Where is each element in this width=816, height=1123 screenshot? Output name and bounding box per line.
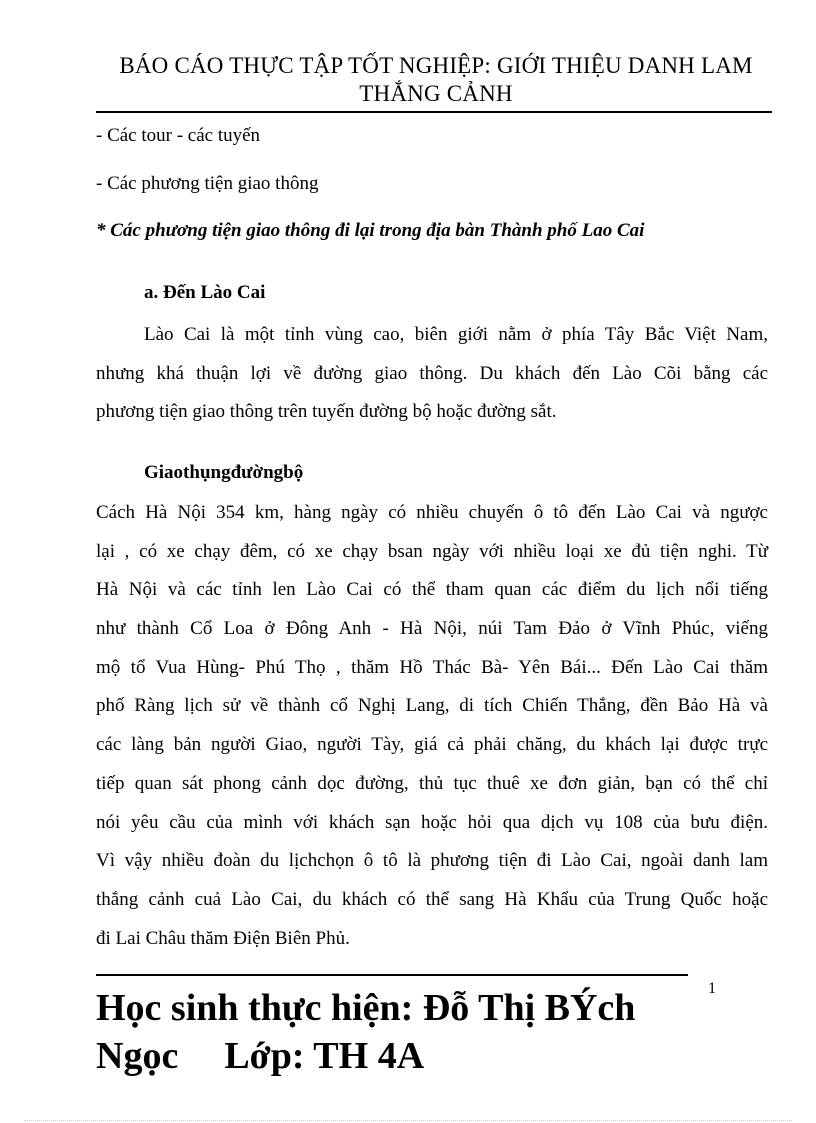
- page-number: 1: [708, 980, 716, 997]
- paragraph-line: thắng cảnh cuả Lào Cai, du khách có thể sang Hà Khẩu của Trung Quốc hoặc: [96, 888, 768, 910]
- paragraph-line: Vì vậy nhiều đoàn du lịchchọn ô tô là phương tiện đi Lào Cai, ngoài danh lam: [96, 850, 768, 872]
- header-title-line1: BÁO CÁO THỰC TẬP TỐT NGHIỆP: GIỚI THIỆU DANH LAM: [119, 53, 753, 78]
- footer-divider: [96, 974, 688, 976]
- paragraph-line: Cách Hà Nội 354 km, hàng ngày có nhiều chuyến ô tô đến Lào Cai và ngược: [96, 502, 768, 523]
- header-divider: [96, 111, 772, 113]
- paragraph-line: Lào Cai là một tỉnh vùng cao, biên giới nằm ở phía Tây Bắc Việt Nam,: [144, 324, 768, 345]
- paragraph-line: nhưng khá thuận lợi về đường giao thông. Du khách đến Lào Cõi bằng các: [96, 362, 768, 384]
- subheading-road-transport: Giaothụngđườngbộ: [144, 462, 304, 483]
- paragraph-line: phương tiện giao thông trên tuyến đường bộ hoặc đường sắt.: [96, 401, 557, 423]
- footer-student-name-end: Ngọc: [96, 1035, 179, 1077]
- page-bottom-edge: [24, 1120, 792, 1121]
- section-heading: * Các phương tiện giao thông đi lại trong địa bàn Thành phố Lao Cai: [96, 220, 645, 241]
- paragraph-intro: [96, 316, 768, 432]
- header-title: [96, 52, 776, 108]
- paragraph-line: tiếp quan sát phong cảnh dọc đường, thủ tục thuê xe đơn giản, bạn có thể chỉ: [96, 772, 768, 794]
- subheading-to-lao-cai: a. Đến Lào Cai: [144, 282, 266, 303]
- paragraph-line: phố Ràng lịch sử về thành cổ Nghị Lang, di tích Chiến Thắng, đền Bảo Hà và: [96, 695, 768, 717]
- paragraph-line: nói yêu cầu của mình với khách sạn hoặc hỏi qua dịch vụ 108 của bưu điện.: [96, 811, 768, 833]
- paragraph-line: mộ tổ Vua Hùng- Phú Thọ , thăm Hồ Thác Bà- Yên Bái... Đến Lào Cai thăm: [96, 656, 768, 678]
- footer-student-info: [96, 984, 716, 1080]
- paragraph-line: lại , có xe chạy đêm, có xe chạy bsan ngày với nhiều loại xe đủ tiện nghi. Từ: [96, 540, 768, 562]
- paragraph-line: như thành Cổ Loa ở Đông Anh - Hà Nội, núi Tam Đảo ở Vĩnh Phúc, viếng: [96, 618, 768, 640]
- paragraph-line: đi Lai Châu thăm Điện Biên Phủ.: [96, 927, 350, 949]
- bullet-transport: - Các phương tiện giao thông: [96, 173, 319, 194]
- paragraph-line: các làng bản người Giao, người Tày, giá cả phải chăng, du khách lại được trực: [96, 734, 768, 756]
- header-title-line2: THẮNG CẢNH: [359, 81, 513, 106]
- footer-student-label: Học sinh thực hiện: Đỗ Thị BÝch: [96, 987, 636, 1029]
- paragraph-road-transport: [96, 494, 768, 958]
- bullet-tours: - Các tour - các tuyến: [96, 125, 261, 146]
- paragraph-line: Hà Nội và các tỉnh len Lào Cai có thể tham quan các điểm du lịch nổi tiếng: [96, 579, 768, 601]
- footer-class-label: Lớp: TH 4A: [224, 1035, 425, 1077]
- footer-name-class-line: [96, 1032, 716, 1080]
